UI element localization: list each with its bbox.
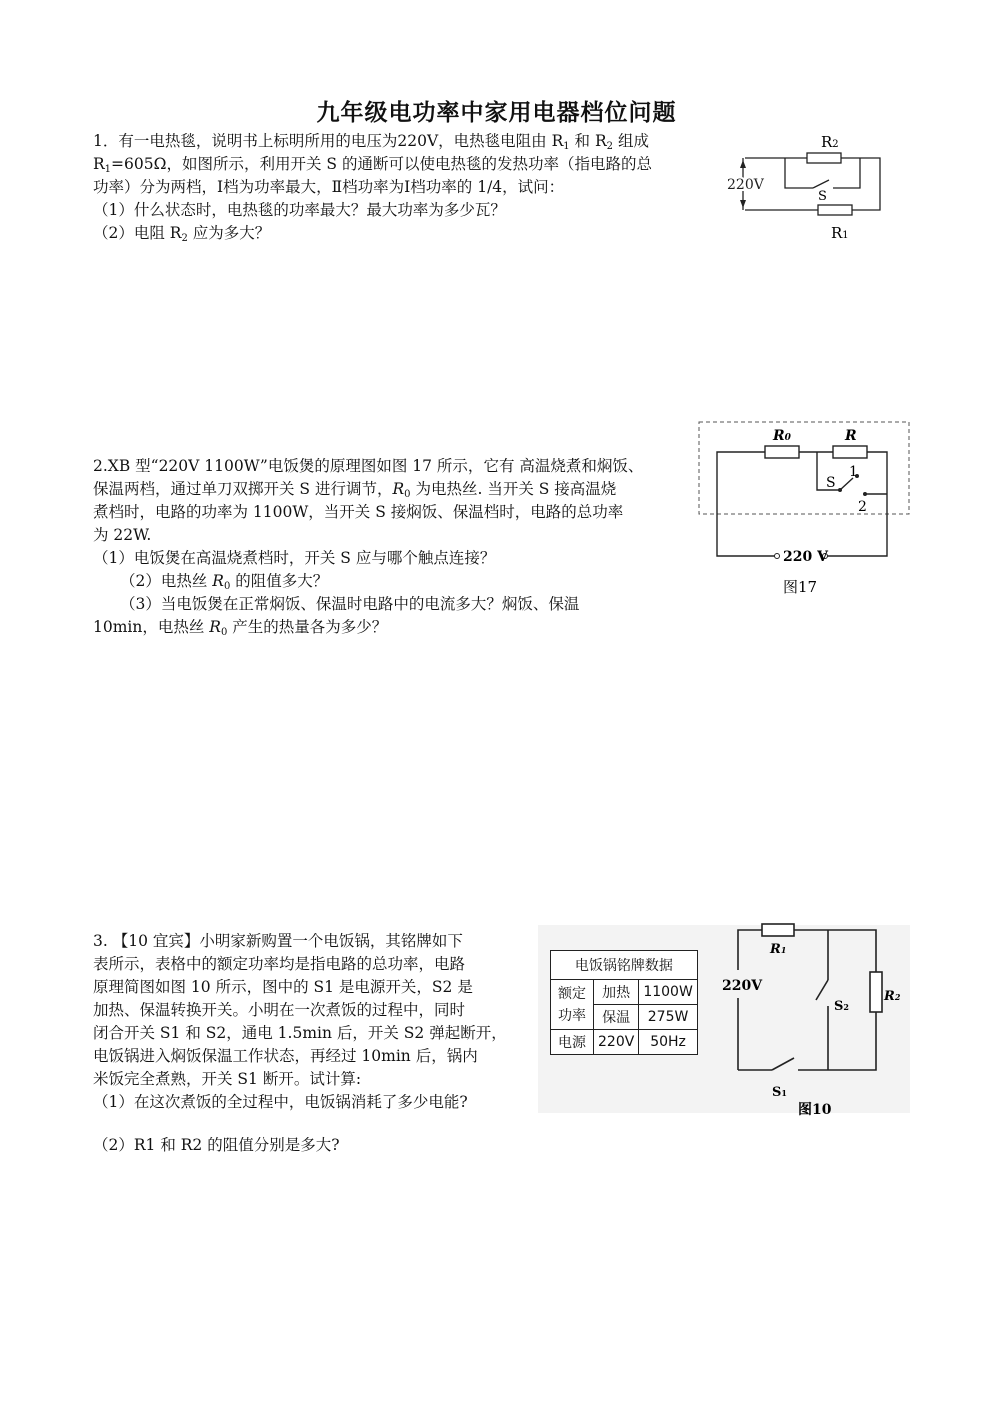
- q2-text: 产生的热量各为多少？: [227, 618, 388, 636]
- heat-label: 加热: [594, 980, 639, 1005]
- contact-2-label: 2: [858, 499, 867, 515]
- voltage-label: 220 V: [783, 549, 828, 565]
- keep-warm-label: 保温: [594, 1005, 639, 1030]
- r1-label: R1: [770, 942, 787, 957]
- subscript: 2: [181, 233, 188, 244]
- q1-text: 组成: [613, 132, 649, 150]
- r0-symbol: R: [209, 618, 221, 636]
- subscript: 0: [220, 627, 228, 638]
- q3-circuit-diagram: [718, 918, 908, 1123]
- r0-label: R0: [773, 428, 791, 444]
- q1-text: （2）电阻 R: [93, 224, 182, 242]
- q2-line-4: 为 22W.: [93, 526, 152, 544]
- arrow-up-icon: [740, 160, 746, 168]
- figure-caption: 图17: [783, 578, 818, 596]
- switch-label: S: [818, 189, 827, 204]
- voltage-value: 220V: [594, 1030, 639, 1055]
- subscript: 1: [104, 164, 112, 175]
- terminal-left: [775, 554, 780, 559]
- subscript: 0: [223, 581, 231, 592]
- switch-pivot: [838, 488, 842, 492]
- switch-label: S: [826, 475, 836, 491]
- figure-caption: 图10: [798, 1102, 832, 1118]
- voltage-label: 220V: [727, 177, 764, 193]
- q3-line-6: 电饭锅进入焖饭保温工作状态，再经过 10min 后，锅内: [93, 1047, 478, 1065]
- voltage-label: 220V: [722, 978, 763, 994]
- q3-sub-question-2: （2）R1 和 R2 的阻值分别是多大?: [93, 1136, 340, 1154]
- q2-circuit-diagram: [695, 418, 915, 600]
- r2-label: R2: [821, 133, 839, 151]
- q3-sub-question-1: （1）在这次煮饭的全过程中，电饭锅消耗了多少电能?: [93, 1093, 468, 1111]
- power-source-label: 电源: [551, 1030, 594, 1055]
- r0-symbol: R: [392, 480, 405, 498]
- q3-line-3: 原理简图如图 10 所示，图中的 S1 是电源开关，S2 是: [93, 978, 473, 996]
- contact-2: [863, 492, 867, 496]
- q2-text: 的阻值多大？: [230, 572, 329, 590]
- r0-symbol: R: [212, 572, 224, 590]
- q1-text: R: [93, 155, 105, 173]
- q3-line-7: 米饭完全煮熟，开关 S1 断开。试计算:: [93, 1070, 362, 1088]
- q3-line-1: 3. 【10 宜宾】小明家新购置一个电饭锅，其铭牌如下: [93, 932, 463, 950]
- nameplate-header: 电饭锅铭牌数据: [551, 951, 698, 980]
- heat-value: 1100W: [639, 980, 697, 1005]
- q1-line-3: 功率）分为两档，Ⅰ档为功率最大，Ⅱ档功率为Ⅰ档功率的 1/4，试问：: [93, 178, 565, 196]
- q3-line-5: 闭合开关 S1 和 S2，通电 1.5min 后，开关 S2 弹起断开，: [93, 1024, 507, 1042]
- r-label: R: [845, 428, 857, 444]
- subscript: 2: [606, 141, 614, 152]
- q2-line-3: 煮档时，电路的功率为 1100W，当开关 S 接焖饭、保温档时，电路的总功率: [93, 503, 624, 521]
- r1-label: R1: [831, 224, 849, 242]
- q1-text: 应为多大？: [187, 224, 271, 242]
- nameplate-table: [550, 950, 698, 1055]
- q2-text: （2）电热丝: [120, 572, 213, 590]
- q1-sub-question-1: （1）什么状态时，电热毯的功率最大？最大功率为多少瓦？: [93, 201, 506, 219]
- q3-line-4: 加热、保温转换开关。小明在一次煮饭的过程中，同时: [93, 1001, 466, 1019]
- q2-text: 10min，电热丝: [93, 618, 210, 636]
- q1-text: =605Ω，如图所示，利用开关 S 的通断可以使电热毯的发热功率（指电路的总: [111, 155, 652, 173]
- arrow-down-icon: [740, 200, 746, 208]
- dashed-enclosure: [699, 422, 909, 514]
- q2-sub-question-3: （3）当电饭煲在正常焖饭、保温时电路中的电流多大？焖饭、保温: [120, 595, 580, 613]
- frequency-value: 50Hz: [639, 1030, 697, 1055]
- page-title: 九年级电功率中家用电器档位问题: [316, 100, 677, 126]
- s1-label: S1: [772, 1085, 787, 1100]
- q3-line-2: 表所示，表格中的额定功率均是指电路的总功率，电路: [93, 955, 466, 973]
- s2-label: S2: [834, 999, 849, 1014]
- subscript: 1: [563, 141, 570, 152]
- r2-label: R2: [884, 989, 901, 1004]
- contact-1-label: 1: [849, 464, 858, 480]
- q1-circuit-diagram: [725, 128, 895, 244]
- q1-sub-question-2: [93, 222, 270, 250]
- q2-sub-question-1: （1）电饭煲在高温烧煮档时，开关 S 应与哪个触点连接？: [93, 549, 496, 567]
- keep-warm-value: 275W: [639, 1005, 697, 1030]
- subscript: 0: [404, 489, 411, 500]
- q2-text: 为电热丝. 当开关 S 接高温烧: [410, 480, 617, 498]
- rated-power-label: 额定功率: [551, 980, 594, 1030]
- q1-text: 和 R: [569, 132, 607, 150]
- q1-text: 1．有一电热毯，说明书上标明所用的电压为220V，电热毯电阻由 R: [93, 132, 564, 150]
- q2-line-8: [93, 616, 387, 644]
- q2-line-1: 2.XB 型“220V 1100W”电饭煲的原理图如图 17 所示，它有 高温烧煮和焖饭、: [93, 457, 644, 475]
- q2-text: 保温两档，通过单刀双掷开关 S 进行调节，: [93, 480, 393, 498]
